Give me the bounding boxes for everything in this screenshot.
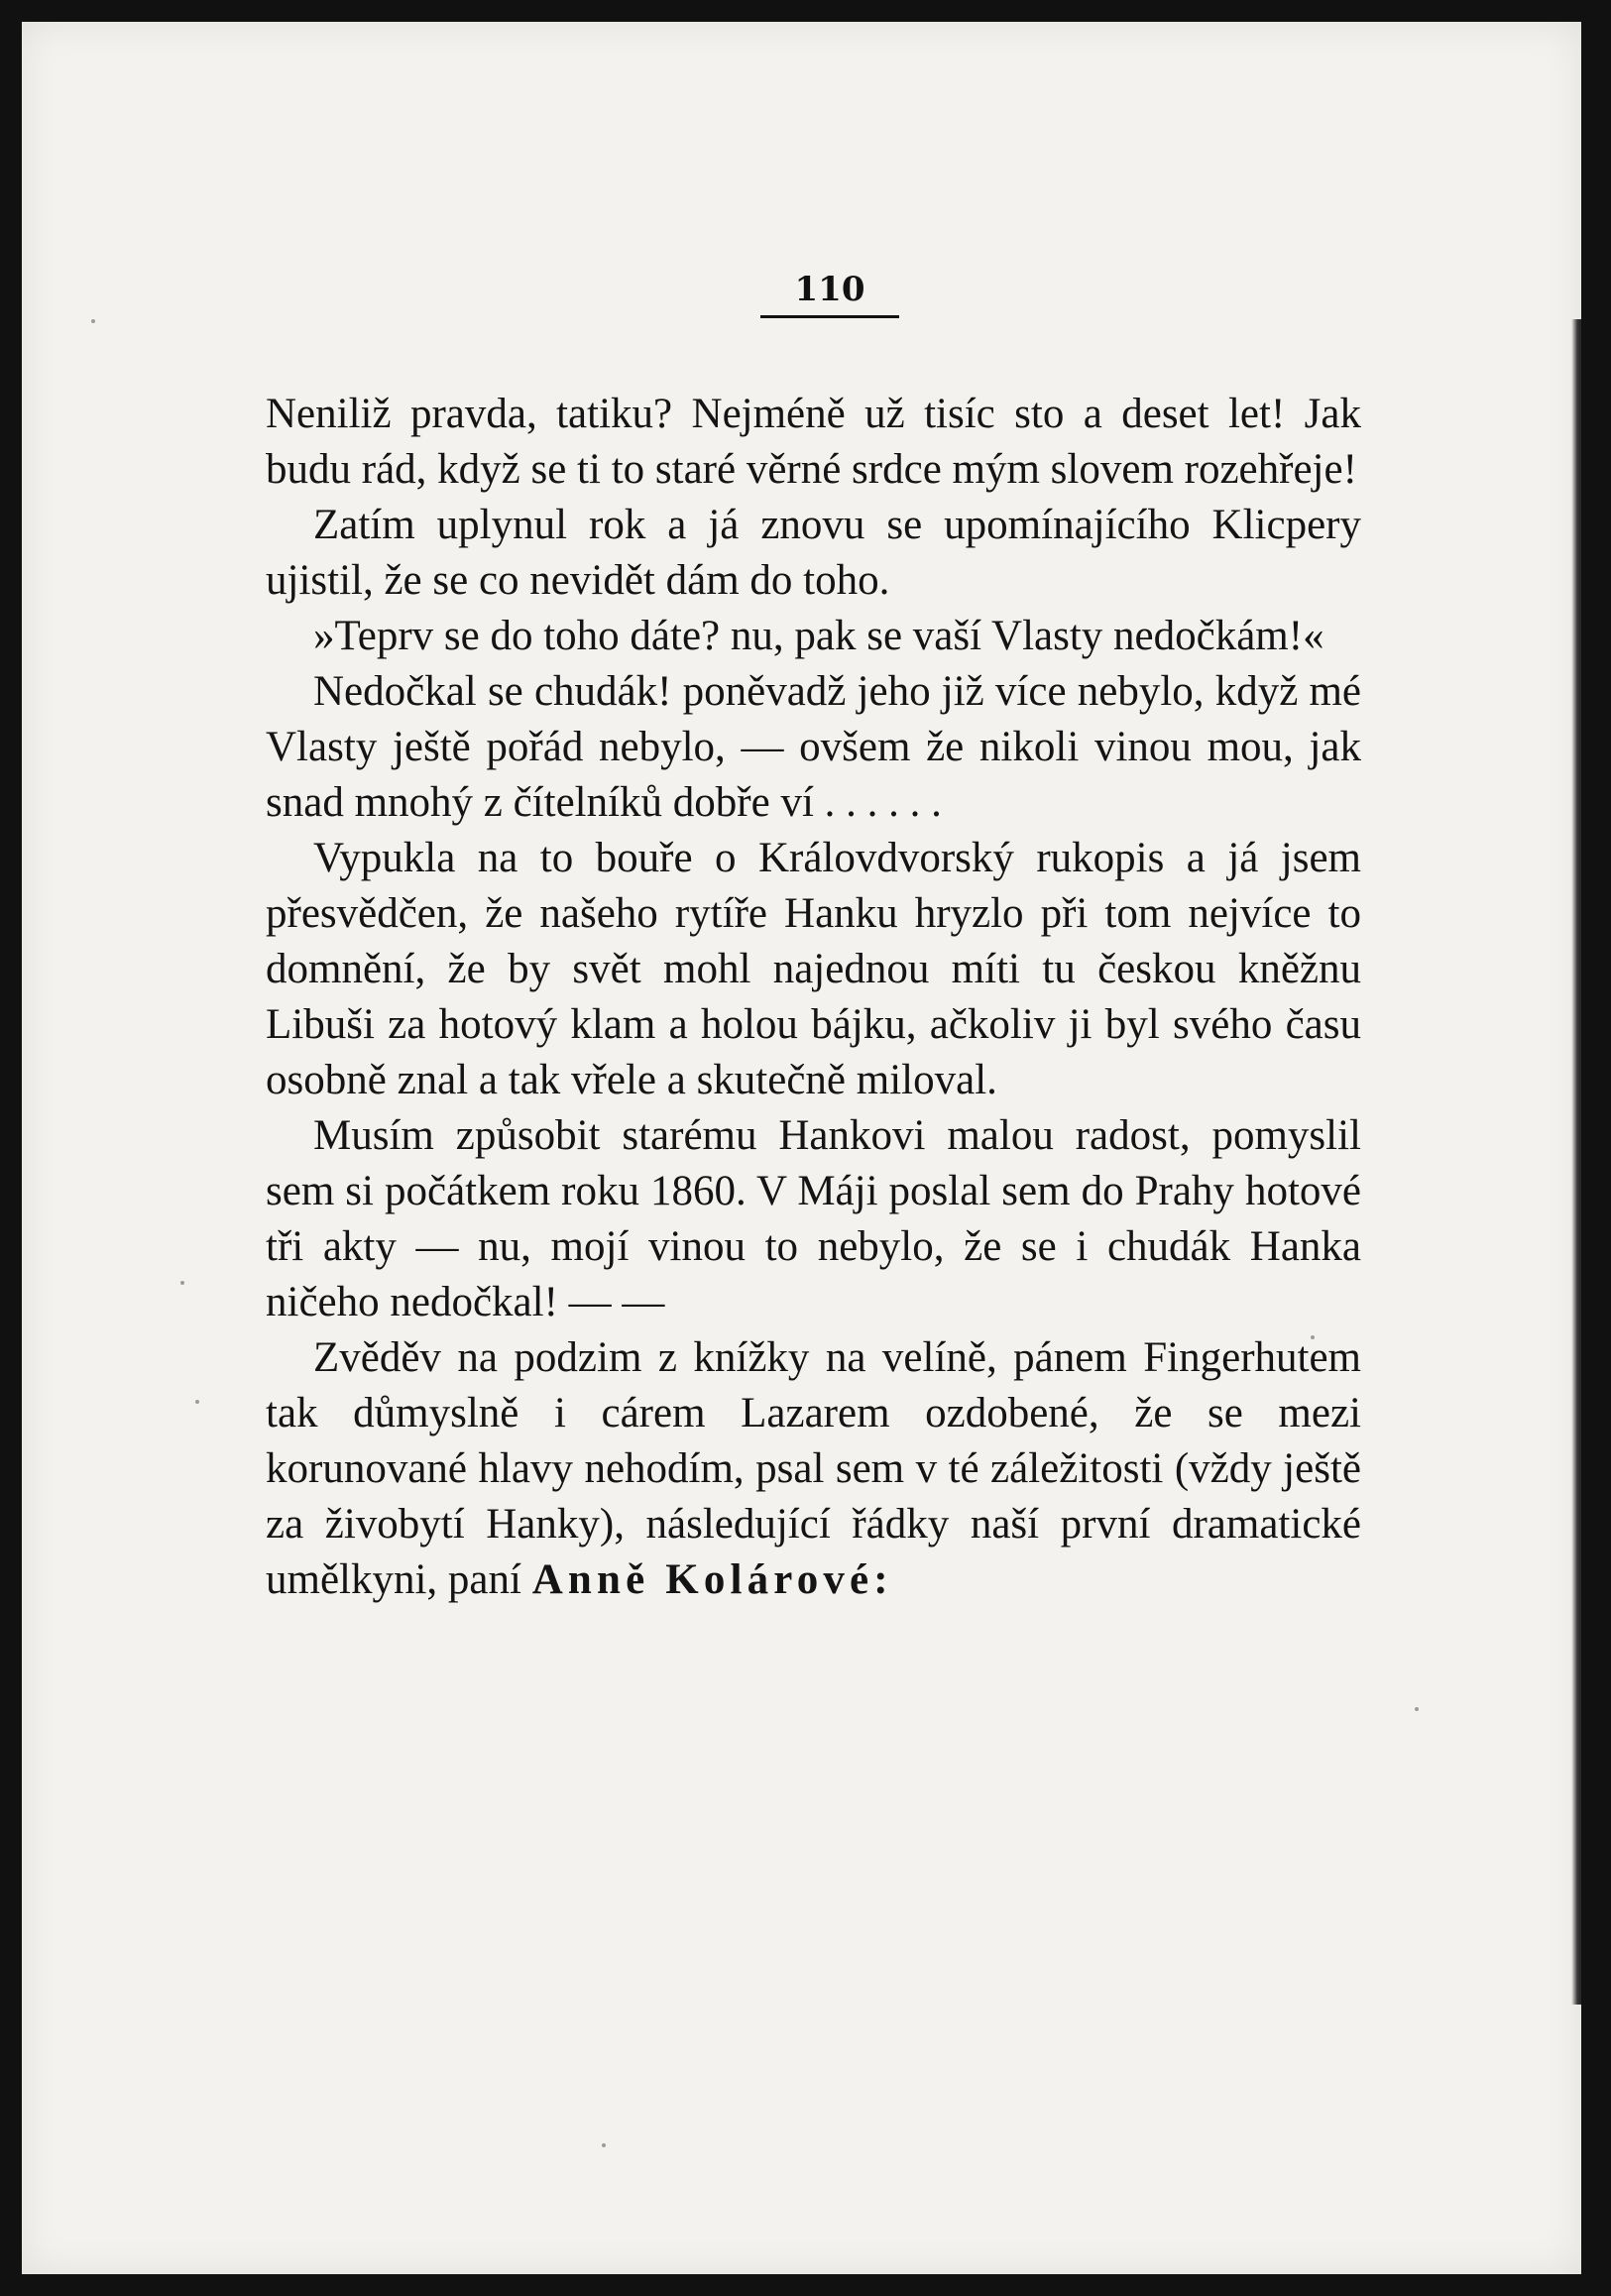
- paragraph: Vypukla na to bouře o Královdvorský rukopis a já jsem přesvědčen, že našeho rytíře Hanku hryzlo při tom nejvíce to domnění, že by svět mohl najednou míti tu českou kněžnu Libuši za hotový klam a holou bájku, ačkoliv ji byl svého času osobně znal a tak vřele a skutečně miloval.: [266, 835, 1361, 1103]
- scan-speck: [180, 1281, 184, 1285]
- scan-speck: [1415, 1707, 1419, 1711]
- page-edge-shadow: [1571, 319, 1581, 2005]
- paragraph: Zatím uplynul rok a já znovu se upomínajícího Klicpery ujistil, že se co nevidět dám do toho.: [266, 502, 1361, 604]
- paragraph: »Teprv se do toho dáte? nu, pak se vaší Vlasty nedočkám!«: [313, 613, 1324, 659]
- scan-speck: [602, 2143, 606, 2147]
- text-body: [266, 387, 1361, 1608]
- paragraph: Neniliž pravda, tatiku? Nejméně už tisíc sto a deset let! Jak budu rád, když se ti to staré věrné srdce mým slovem rozehřeje!: [266, 391, 1361, 493]
- addressee-name: Anně Kolárové:: [531, 1556, 893, 1603]
- scan-speck: [91, 319, 95, 323]
- paragraph: Nedočkal se chudák! poněvadž jeho již více nebylo, když mé Vlasty ještě pořád nebylo, — ovšem že nikoli vinou mou, jak snad mnohý z čítelníků dobře ví . . . . . .: [266, 668, 1361, 826]
- scan-speck: [195, 1400, 199, 1404]
- paragraph-last: [266, 1330, 1361, 1608]
- book-page: [22, 22, 1581, 2274]
- page-number: 110: [760, 270, 899, 318]
- paragraph: Musím způsobit starému Hankovi malou radost, pomyslil sem si počátkem roku 1860. V Máji poslal sem do Prahy hotové tři akty — nu, mojí vinou to nebylo, že se i chudák Hanka ničeho nedočkal! — —: [266, 1112, 1361, 1325]
- paragraph-text: Zvěděv na podzim z knížky na velíně, pánem Fingerhutem tak důmyslně i cárem Lazarem ozdobené, že se mezi korunované hlavy nehodím, psal sem v té záležitosti (vždy ještě za živobytí Hanky), následující řádky naší první dramatické umělkyni, paní: [266, 1334, 1361, 1603]
